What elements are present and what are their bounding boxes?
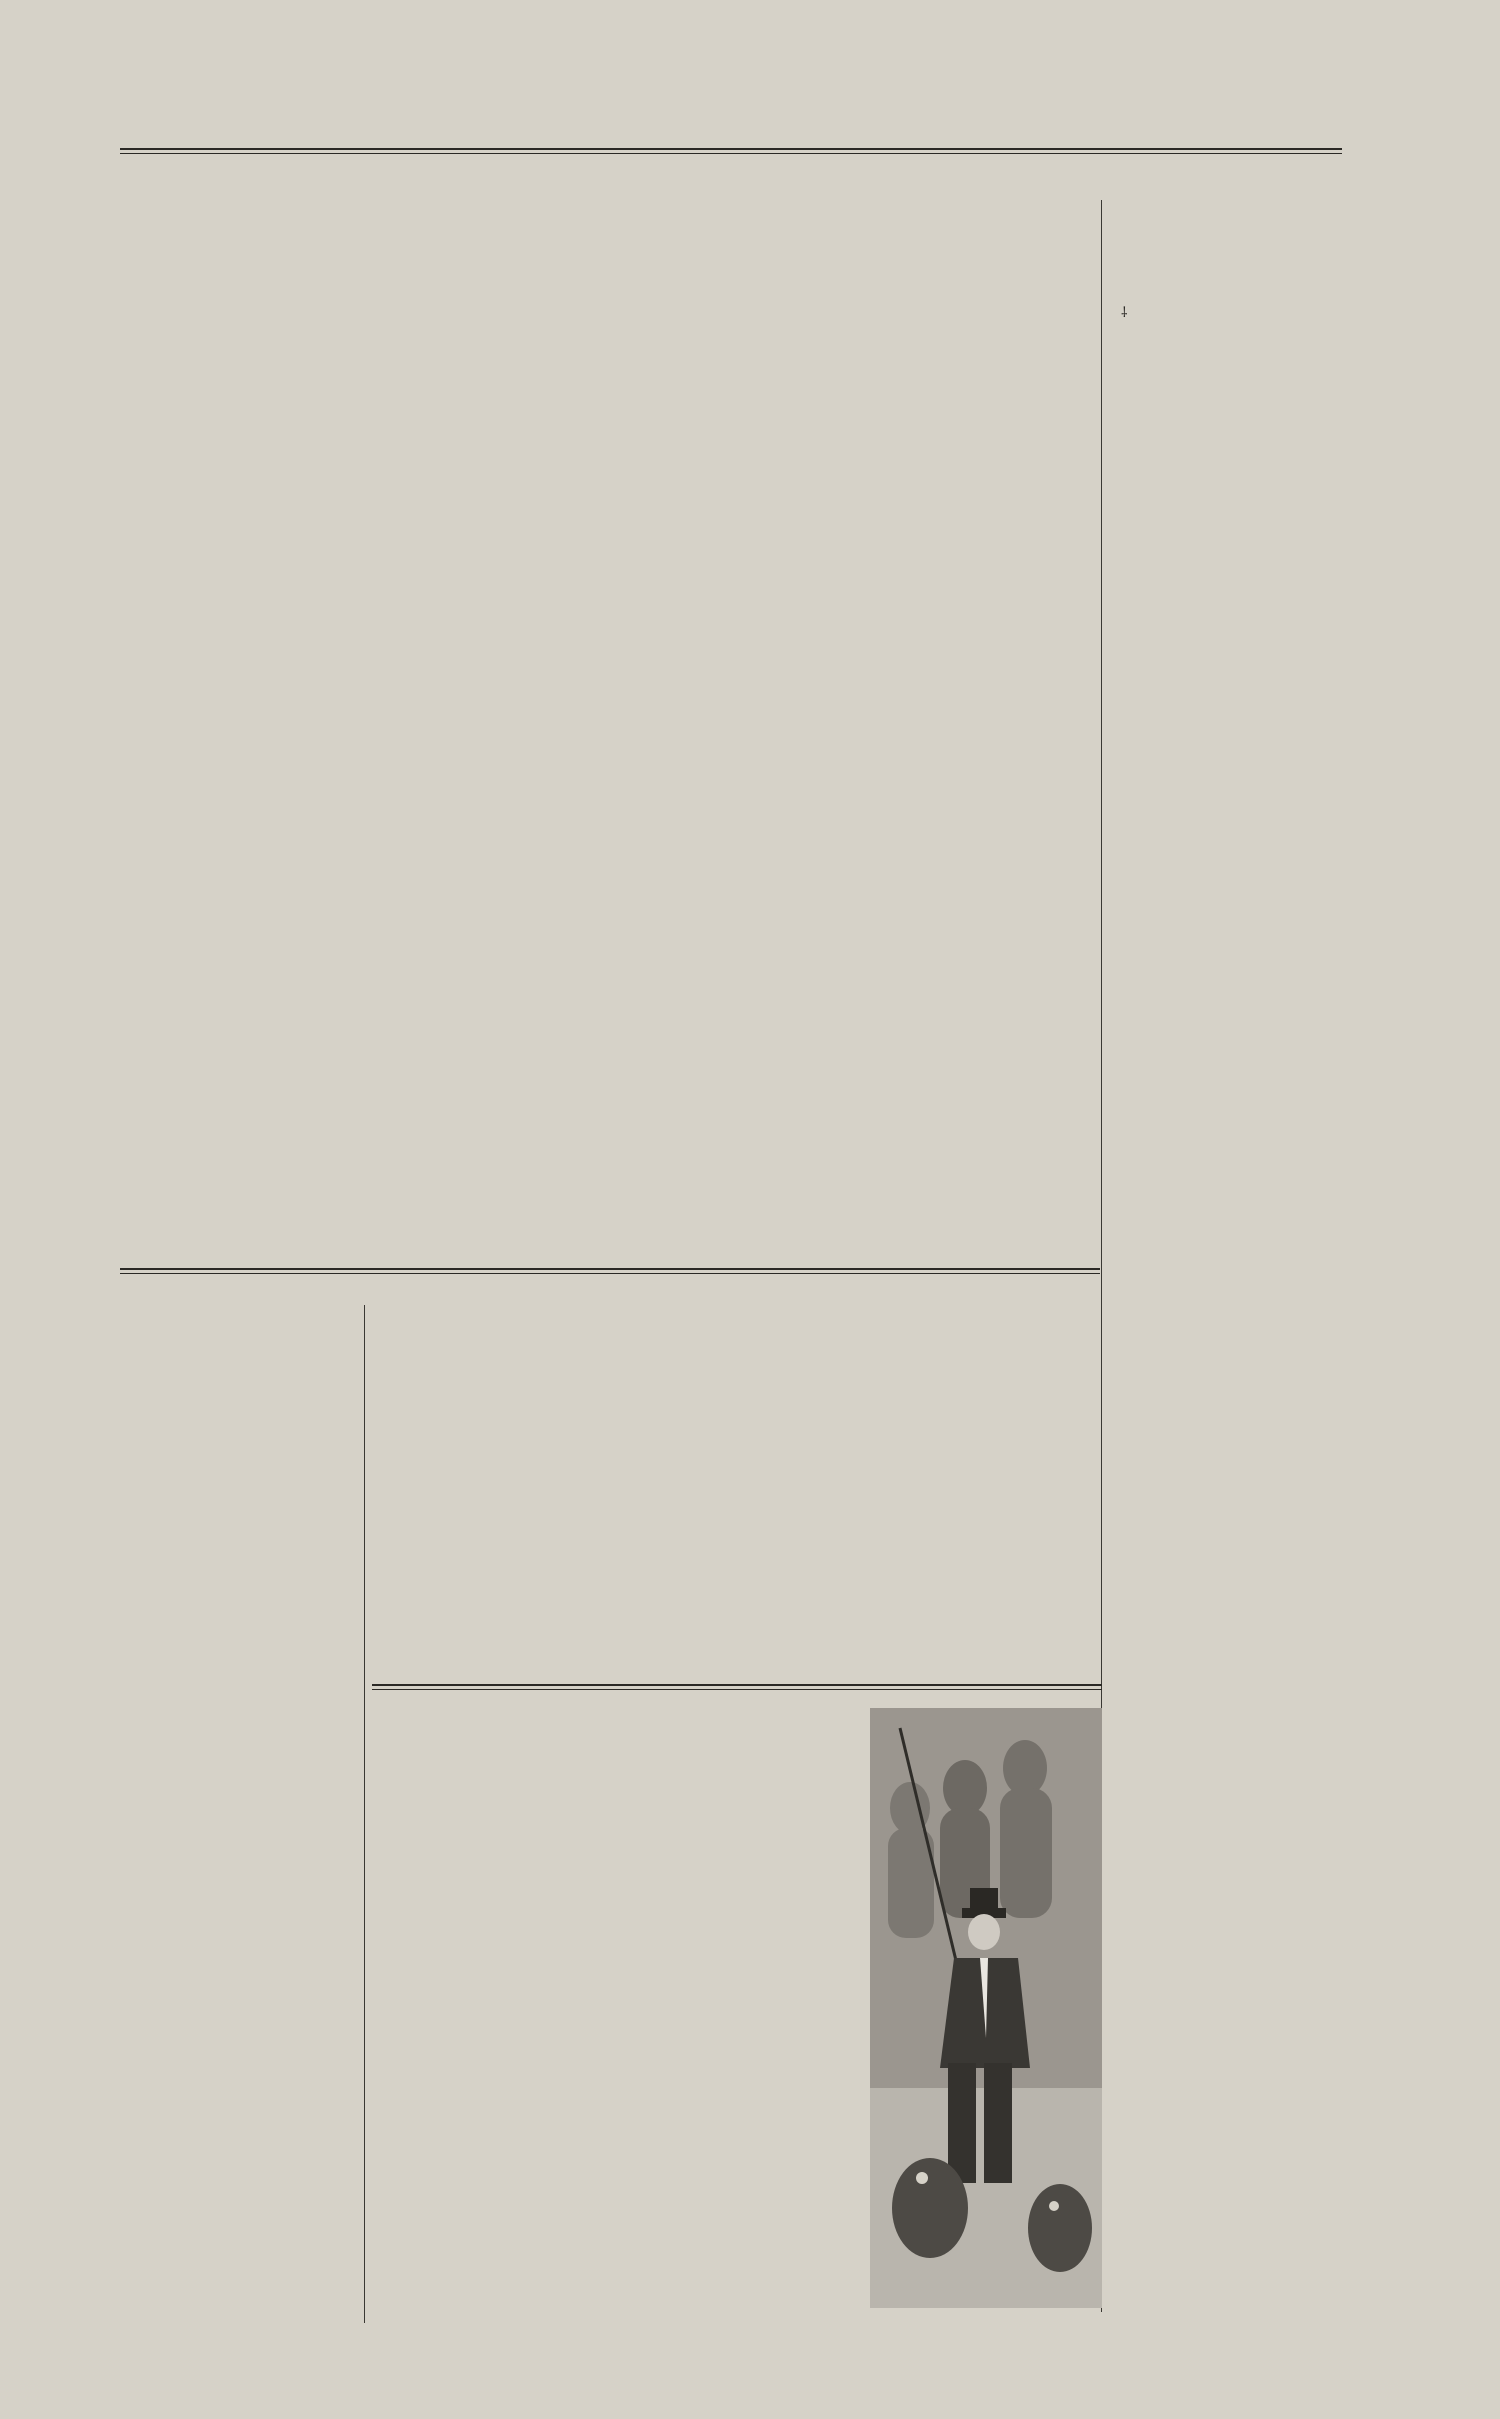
logo-mark-icon: ⸸ (1121, 306, 1128, 321)
section-rule (120, 1268, 1100, 1274)
fall-column (623, 1972, 855, 1993)
folio-rule (120, 148, 1342, 154)
fisherman-illustration-icon (870, 1708, 1102, 2308)
folio-bar (120, 108, 1342, 148)
fall-column (375, 1972, 607, 1993)
section-rule (372, 1684, 1102, 1690)
fisherman-illustration (870, 1708, 1102, 2308)
staff-box (1113, 200, 1353, 374)
persidea-logo (1113, 306, 1353, 364)
continued-article (127, 1315, 357, 1343)
column-divider (364, 1305, 365, 2323)
